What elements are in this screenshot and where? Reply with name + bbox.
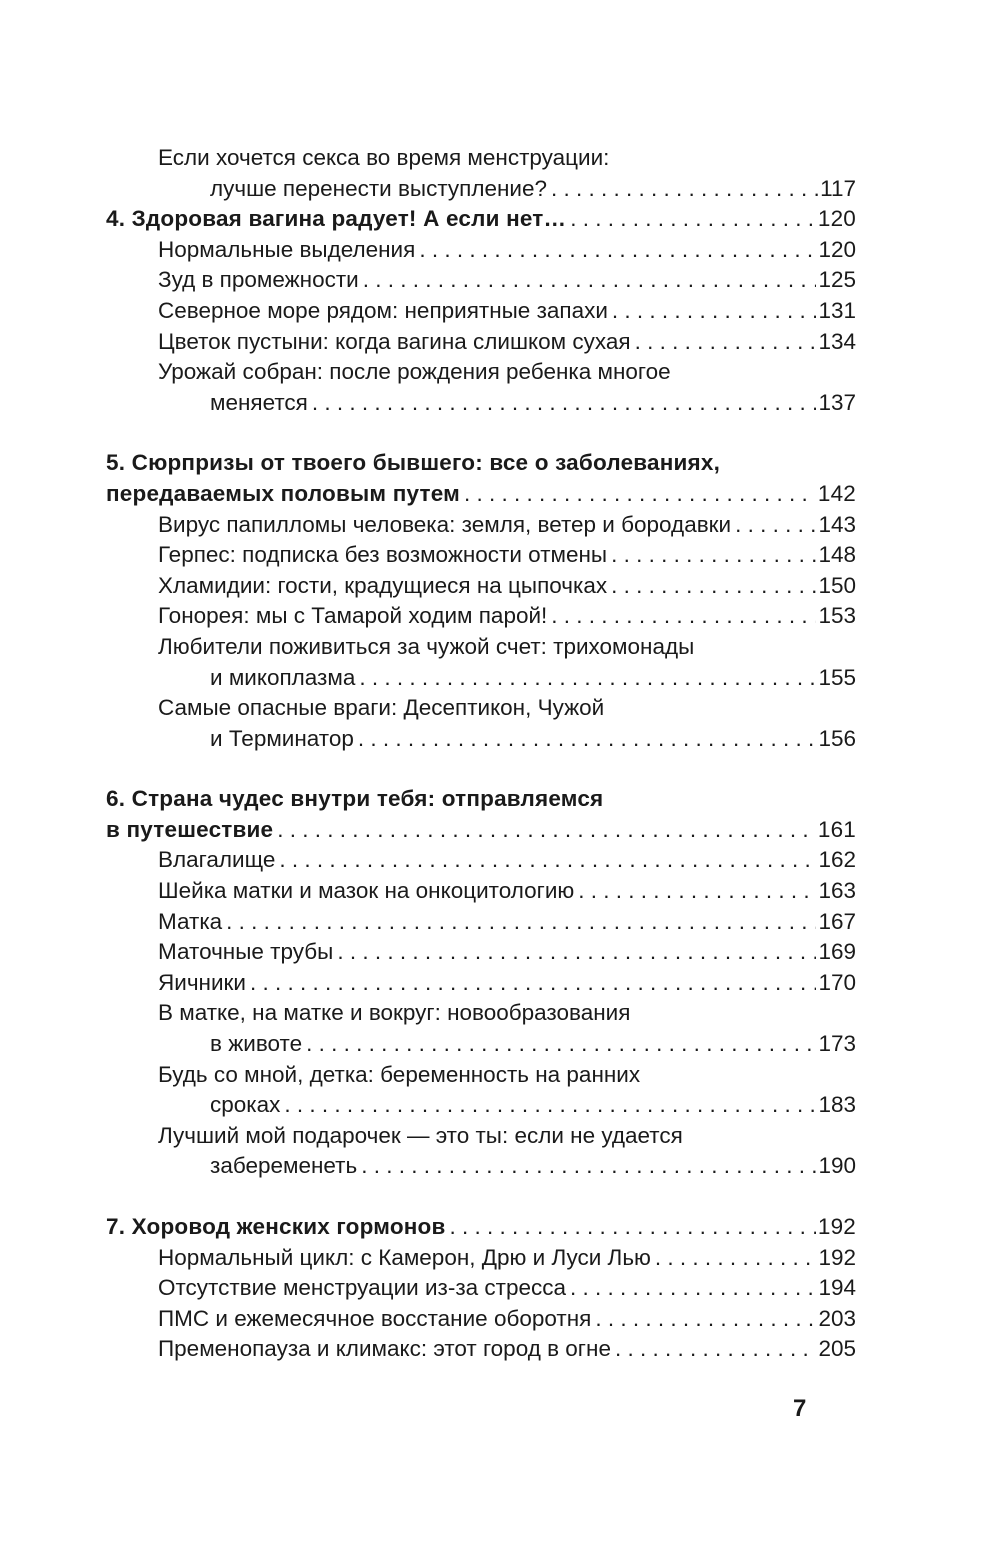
toc-entry-line xyxy=(106,724,856,755)
toc-entry-title: Зуд в промежности xyxy=(158,267,359,293)
toc-page-number: 162 xyxy=(818,847,856,873)
toc-page-number: 192 xyxy=(817,1214,856,1239)
page-number: 7 xyxy=(793,1395,807,1422)
toc-page-number: 170 xyxy=(818,969,856,995)
toc-entry-line xyxy=(106,327,856,358)
dot-leader xyxy=(612,296,817,327)
toc-page-number: 190 xyxy=(818,1153,856,1179)
dot-leader xyxy=(279,845,816,876)
toc-entry-title: 5. Сюрпризы от твоего бывшего: все о заболеваниях, xyxy=(106,450,721,476)
toc-entry-line xyxy=(106,845,856,876)
toc-entry-title: Цветок пустыни: когда вагина слишком сухая xyxy=(158,328,631,354)
toc-page-number: 148 xyxy=(818,542,856,568)
toc-entry-line xyxy=(106,1151,856,1182)
toc-entry-title: Самые опасные враги: Десептикон, Чужой xyxy=(158,695,605,721)
toc-page-number: 173 xyxy=(818,1031,856,1057)
toc-entry-title: меняется xyxy=(210,389,308,415)
dot-leader xyxy=(419,235,816,266)
toc-entry-line xyxy=(106,1060,856,1091)
dot-leader xyxy=(337,937,816,968)
toc-entry-line xyxy=(106,876,856,907)
toc-page-number: 156 xyxy=(818,725,856,751)
toc-page-number: 150 xyxy=(818,572,856,598)
toc-entry-title: Шейка матки и мазок на онкоцитологию xyxy=(158,878,575,904)
toc-entry-line xyxy=(106,1090,856,1121)
toc-entry-title: и Терминатор xyxy=(210,725,354,751)
toc-chapter-line xyxy=(106,204,856,235)
toc-entry-title: Отсутствие менструации из-за стресса xyxy=(158,1275,567,1301)
toc-entry-title: Будь со мной, детка: беременность на ранних xyxy=(158,1061,641,1087)
toc-entry-line xyxy=(106,601,856,632)
toc-entry-title: передаваемых половым путем xyxy=(106,480,460,506)
toc-entry-line xyxy=(106,388,856,419)
toc-page-number: 155 xyxy=(818,664,856,690)
toc-entry-title: 6. Страна чудес внутри тебя: отправляемся xyxy=(106,786,604,812)
toc-page-number: 137 xyxy=(818,389,856,415)
toc-entry-title: Если хочется секса во время менструации: xyxy=(158,145,610,170)
toc-page-number: 183 xyxy=(818,1092,856,1118)
toc-entry-title: лучше перенести выступление? xyxy=(210,175,547,201)
toc-page-number: 142 xyxy=(817,480,856,506)
dot-leader xyxy=(450,1212,816,1243)
toc-entry-title: Северное море рядом: неприятные запахи xyxy=(158,297,608,323)
dot-leader xyxy=(611,571,816,602)
toc-entry-line xyxy=(106,1243,856,1274)
toc-page-number: 205 xyxy=(818,1336,856,1362)
toc-page-number: 125 xyxy=(818,267,856,293)
toc-entry-line xyxy=(106,693,856,724)
toc-entry-line xyxy=(106,663,856,694)
toc-entry-title: в путешествие xyxy=(106,816,274,842)
dot-leader xyxy=(635,327,817,358)
toc-entry-title: 4. Здоровая вагина радует! А если нет… xyxy=(106,206,567,232)
dot-leader xyxy=(735,510,816,541)
toc-entry-title: Лучший мой подарочек — это ты: если не удается xyxy=(158,1122,683,1148)
toc-page-number: 153 xyxy=(818,603,856,629)
toc-page-number: 161 xyxy=(817,816,856,842)
toc-entry-title: Нормальные выделения xyxy=(158,236,416,262)
toc-entry-line xyxy=(106,632,856,663)
toc-chapter-line xyxy=(106,784,856,815)
dot-leader xyxy=(551,601,816,632)
toc-entry-title: Маточные трубы xyxy=(158,939,334,965)
dot-leader xyxy=(277,815,816,846)
toc-entry-title: Вирус папилломы человека: земля, ветер и бородавки xyxy=(158,511,732,537)
section-gap xyxy=(106,1182,856,1212)
dot-leader xyxy=(595,1304,816,1335)
toc-entry-line xyxy=(106,174,856,205)
section-gap xyxy=(106,754,856,784)
toc-page-number: 192 xyxy=(818,1244,856,1270)
dot-leader xyxy=(363,265,817,296)
toc-entry-line xyxy=(106,1029,856,1060)
dot-leader xyxy=(250,968,817,999)
toc-page-number: 143 xyxy=(818,511,856,537)
toc-page-number: 169 xyxy=(818,939,856,965)
toc-page-number: 120 xyxy=(817,206,856,232)
toc-entry-title: в животе xyxy=(210,1031,303,1057)
toc-page-number: 120 xyxy=(818,236,856,262)
toc-entry-line xyxy=(106,235,856,266)
toc-entry-title: Матка xyxy=(158,908,223,934)
toc-entry-title: Любители поживиться за чужой счет: трихомонады xyxy=(158,633,695,659)
dot-leader xyxy=(655,1243,817,1274)
dot-leader xyxy=(570,1273,816,1304)
toc-entry-line xyxy=(106,1273,856,1304)
toc-page-number: 131 xyxy=(818,297,856,323)
toc-chapter-line xyxy=(106,448,856,479)
toc-entry-line xyxy=(106,998,856,1029)
dot-leader xyxy=(570,204,816,235)
toc-entry-line xyxy=(106,1121,856,1152)
toc-page-number: 163 xyxy=(818,878,856,904)
toc-entry-title: Яичники xyxy=(158,969,246,995)
dot-leader xyxy=(312,388,817,419)
dot-leader xyxy=(358,724,817,755)
toc-entry-title: Гонорея: мы с Тамарой ходим парой! xyxy=(158,603,548,629)
toc-entry-title: Урожай собран: после рождения ребенка многое xyxy=(158,359,671,385)
toc-entry-title: Хламидии: гости, крадущиеся на цыпочках xyxy=(158,572,608,598)
toc-chapter-line xyxy=(106,479,856,510)
toc-chapter-line xyxy=(106,815,856,846)
toc-entry-title: В матке, на матке и вокруг: новообразования xyxy=(158,1000,631,1026)
toc-page-number: 203 xyxy=(818,1305,856,1331)
toc-entry-title: и микоплазма xyxy=(210,664,356,690)
toc-entry-line xyxy=(106,571,856,602)
toc-entry-title: забеременеть xyxy=(210,1153,358,1179)
toc-entry-line xyxy=(106,1304,856,1335)
toc-entry-title: 7. Хоровод женских гормонов xyxy=(106,1214,446,1239)
toc-entry-line xyxy=(106,296,856,327)
toc-entry-title: сроках xyxy=(210,1092,281,1118)
toc-entry-line xyxy=(106,265,856,296)
toc-page-number: 117 xyxy=(820,175,856,201)
dot-leader xyxy=(615,1334,816,1365)
toc-entry-title: Нормальный цикл: с Камерон, Дрю и Луси Лью xyxy=(158,1244,651,1270)
toc-page-number: 167 xyxy=(818,908,856,934)
dot-leader xyxy=(578,876,816,907)
toc-page-number: 194 xyxy=(818,1275,856,1301)
toc-entry-title: Пременопауза и климакс: этот город в огне xyxy=(158,1336,611,1362)
toc-entry-line xyxy=(106,1334,856,1365)
toc-page-number: 134 xyxy=(818,328,856,354)
toc-entry-line xyxy=(106,540,856,571)
dot-leader xyxy=(306,1029,816,1060)
toc-entry-line xyxy=(106,510,856,541)
toc-entry-line xyxy=(106,968,856,999)
table-of-contents xyxy=(106,143,856,1365)
dot-leader xyxy=(551,174,818,205)
dot-leader xyxy=(611,540,816,571)
section-gap xyxy=(106,418,856,448)
toc-chapter-line xyxy=(106,1212,856,1243)
dot-leader xyxy=(226,907,816,938)
toc-entry-line xyxy=(106,907,856,938)
dot-leader xyxy=(464,479,816,510)
dot-leader xyxy=(359,663,816,694)
toc-entry-line xyxy=(106,937,856,968)
dot-leader xyxy=(361,1151,816,1182)
toc-entry-line xyxy=(106,143,856,174)
toc-entry-title: ПМС и ежемесячное восстание оборотня xyxy=(158,1305,592,1331)
toc-entry-title: Герпес: подписка без возможности отмены xyxy=(158,542,608,568)
toc-entry-title: Влагалище xyxy=(158,847,276,873)
dot-leader xyxy=(284,1090,816,1121)
toc-entry-line xyxy=(106,357,856,388)
